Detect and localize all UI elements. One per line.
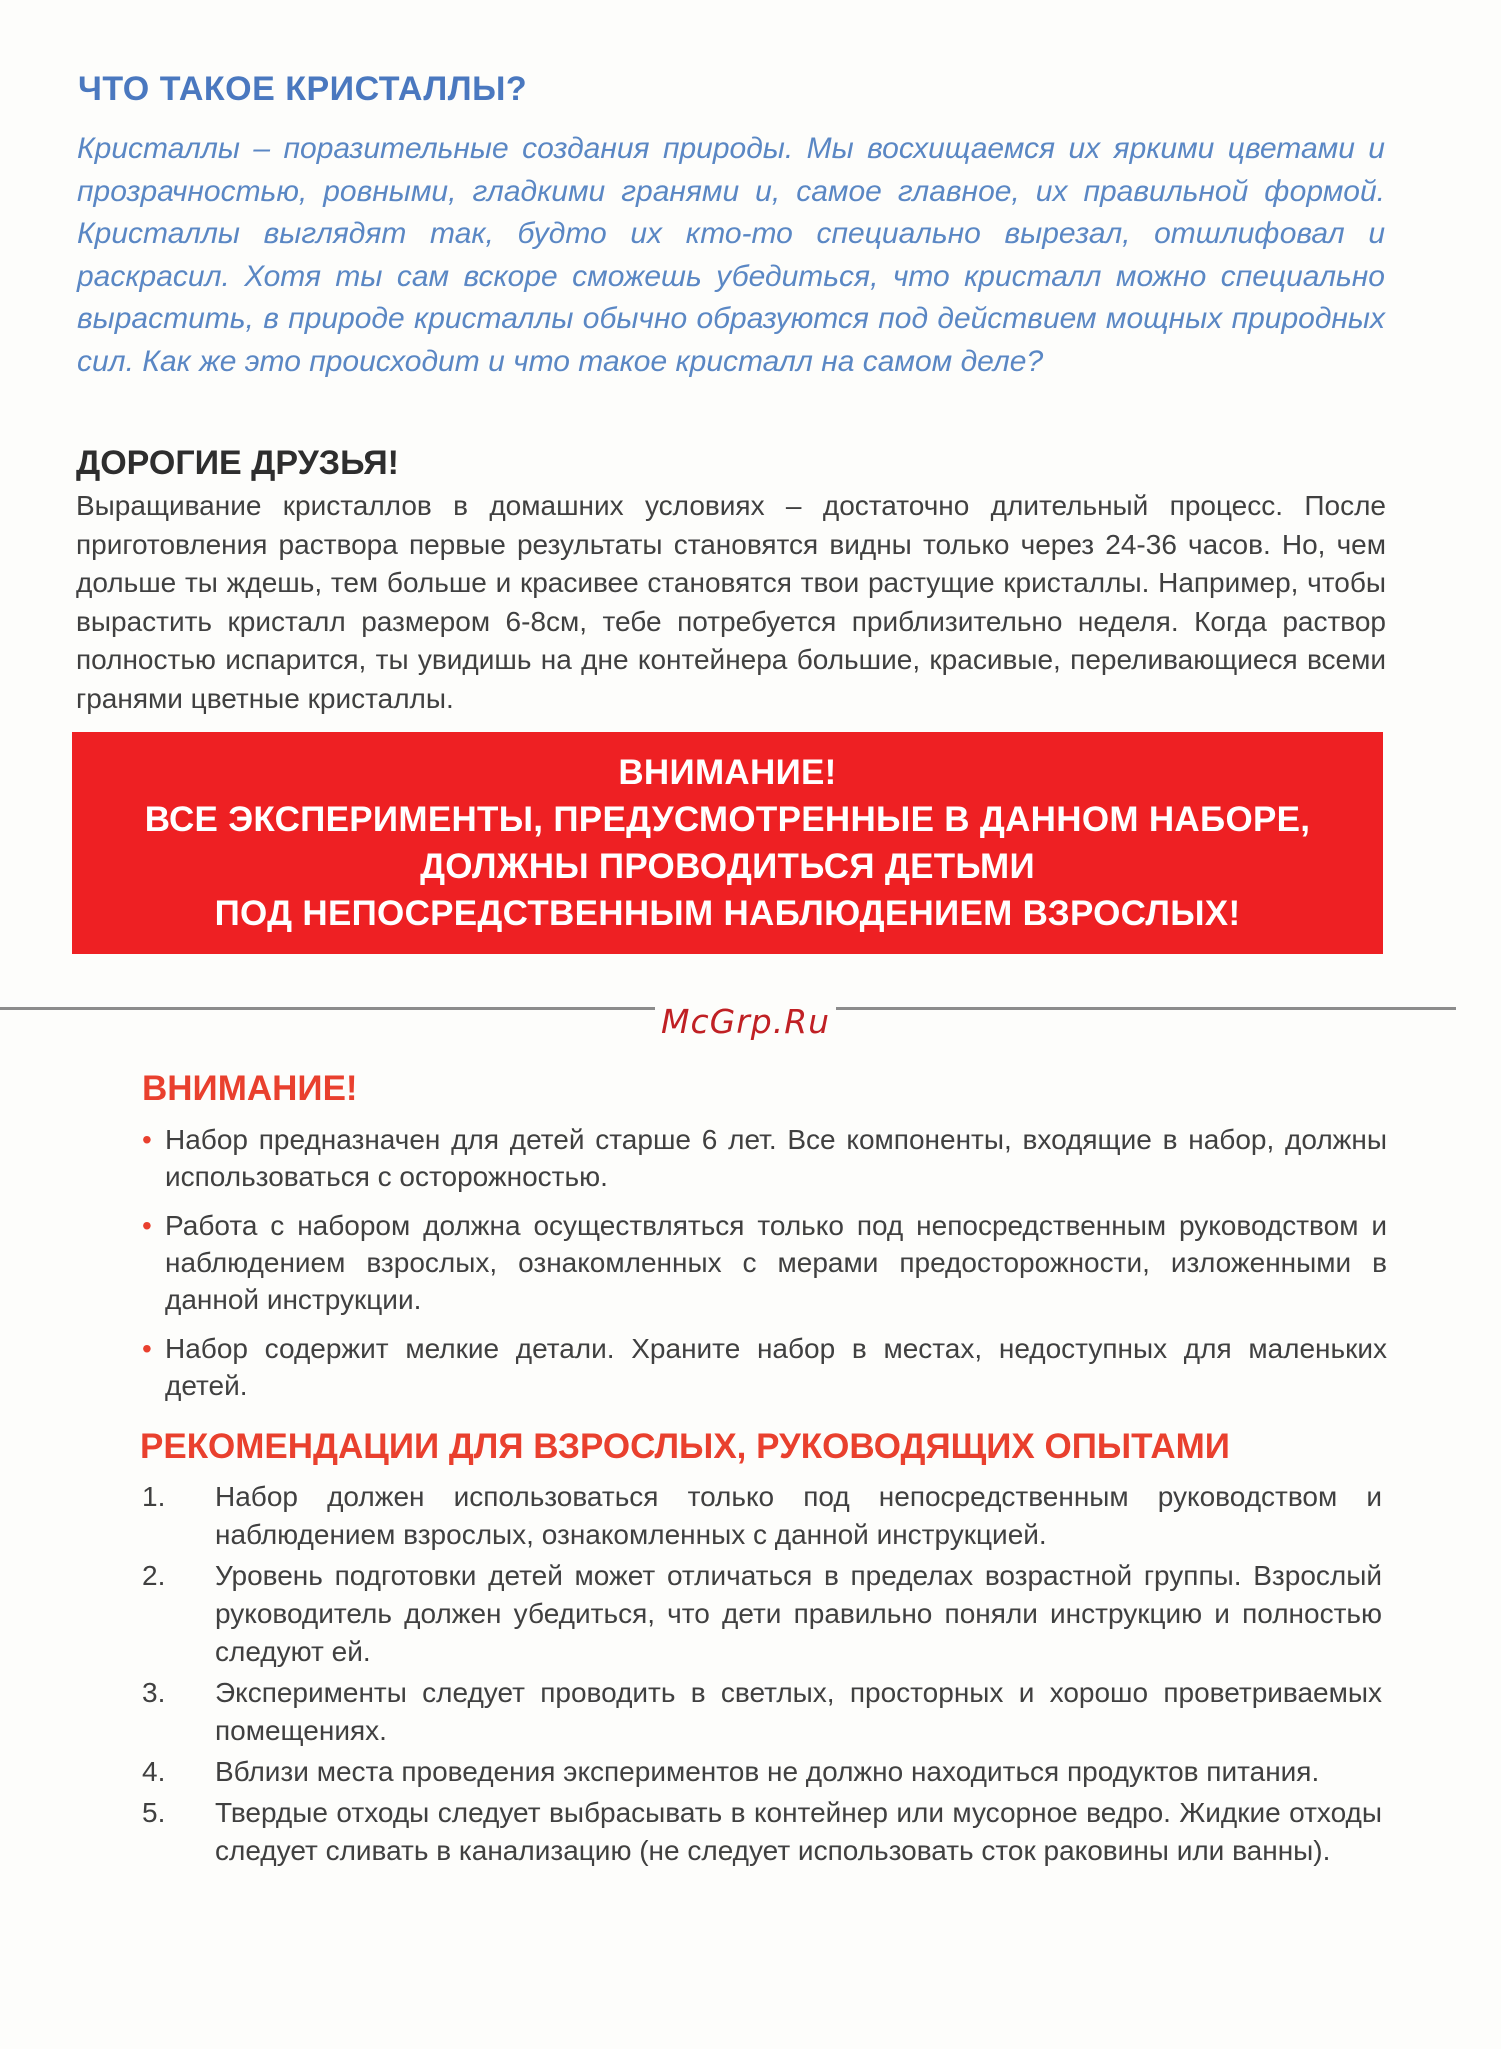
- warning-item-text: Набор содержит мелкие детали. Храните набор в местах, недоступных для маленьких детей.: [165, 1333, 1387, 1401]
- list-item: [142, 1207, 1387, 1318]
- list-item: [142, 1674, 1382, 1750]
- step-number: 2.: [142, 1560, 166, 1591]
- step-number: 1.: [142, 1481, 166, 1512]
- bullet-icon: •: [142, 1124, 152, 1155]
- list-item: [142, 1330, 1387, 1404]
- bullet-icon: •: [142, 1210, 152, 1241]
- banner-line-2: ВСЕ ЭКСПЕРИМЕНТЫ, ПРЕДУСМОТРЕННЫЕ В ДАННОМ НАБОРЕ,: [144, 800, 1311, 839]
- warning-item-text: Работа с набором должна осуществляться только под непосредственным руководством и наблюдением взрослых, ознакомленных с мерами предосторожности, изложенными в данной инструкции.: [165, 1210, 1387, 1315]
- recommendations-heading: РЕКОМЕНДАЦИИ ДЛЯ ВЗРОСЛЫХ, РУКОВОДЯЩИХ ОПЫТАМИ: [140, 1427, 1230, 1466]
- what-are-crystals-heading: ЧТО ТАКОЕ КРИСТАЛЛЫ?: [78, 70, 528, 108]
- banner-line-3: ДОЛЖНЫ ПРОВОДИТЬСЯ ДЕТЬМИ: [420, 847, 1035, 886]
- bullet-icon: •: [142, 1333, 152, 1364]
- watermark: McGrp.Ru: [655, 1002, 836, 1041]
- list-item: [142, 1121, 1387, 1195]
- step-text: Уровень подготовки детей может отличаться в пределах возрастной группы. Взрослый руководитель должен убедиться, что дети правильно поняли инструкцию и полностью следуют ей.: [215, 1560, 1382, 1667]
- step-number: 5.: [142, 1797, 166, 1828]
- list-item: [142, 1753, 1382, 1791]
- step-text: Эксперименты следует проводить в светлых, просторных и хорошо проветриваемых помещениях.: [215, 1677, 1382, 1746]
- banner-line-4: ПОД НЕПОСРЕДСТВЕННЫМ НАБЛЮДЕНИЕМ ВЗРОСЛЫХ!: [214, 894, 1241, 933]
- step-text: Твердые отходы следует выбрасывать в контейнер или мусорное ведро. Жидкие отходы следует сливать в канализацию (не следует использовать сток раковины или ванны).: [215, 1797, 1382, 1866]
- step-number: 3.: [142, 1677, 166, 1708]
- warning-list: [142, 1121, 1387, 1416]
- list-item: [142, 1478, 1382, 1554]
- warning-item-text: Набор предназначен для детей старше 6 лет. Все компоненты, входящие в набор, должны использоваться с осторожностью.: [165, 1124, 1387, 1192]
- step-number: 4.: [142, 1756, 166, 1787]
- attention-banner: [72, 732, 1383, 954]
- list-item: [142, 1794, 1382, 1870]
- list-item: [142, 1557, 1382, 1671]
- step-text: Набор должен использоваться только под непосредственным руководством и наблюдением взрослых, ознакомленных с данной инструкцией.: [215, 1481, 1382, 1550]
- banner-line-1: ВНИМАНИЕ!: [618, 753, 837, 792]
- intro-paragraph: Кристаллы – поразительные создания природы. Мы восхищаемся их яркими цветами и прозрачностью, ровными, гладкими гранями и, самое главное, их правильной формой. Кристаллы выглядят так, будто их кто-то специально вырезал, отшлифовал и раскрасил. Хотя ты сам вскоре сможешь убедиться, что кристалл можно специально вырастить, в природе кристаллы обычно образуются под действием мощных природных сил. Как же это происходит и что такое кристалл на самом деле?: [77, 132, 1385, 378]
- step-text: Вблизи места проведения экспериментов не должно находиться продуктов питания.: [215, 1756, 1320, 1787]
- warning-heading: ВНИМАНИЕ!: [142, 1069, 358, 1108]
- recommendations-list: [142, 1478, 1382, 1873]
- dear-friends-paragraph: Выращивание кристаллов в домашних условиях – достаточно длительный процесс. После приготовления раствора первые результаты становятся видны только через 24-36 часов. Но, чем дольше ты ждешь, тем больше и красивее становятся твои растущие кристаллы. Например, чтобы вырастить кристалл размером 6-8см, тебе потребуется приблизительно неделя. Когда раствор полностью испарится, ты увидишь на дне контейнера большие, красивые, переливающиеся всеми гранями цветные кристаллы.: [76, 490, 1386, 714]
- dear-friends-heading: ДОРОГИЕ ДРУЗЬЯ!: [76, 444, 399, 482]
